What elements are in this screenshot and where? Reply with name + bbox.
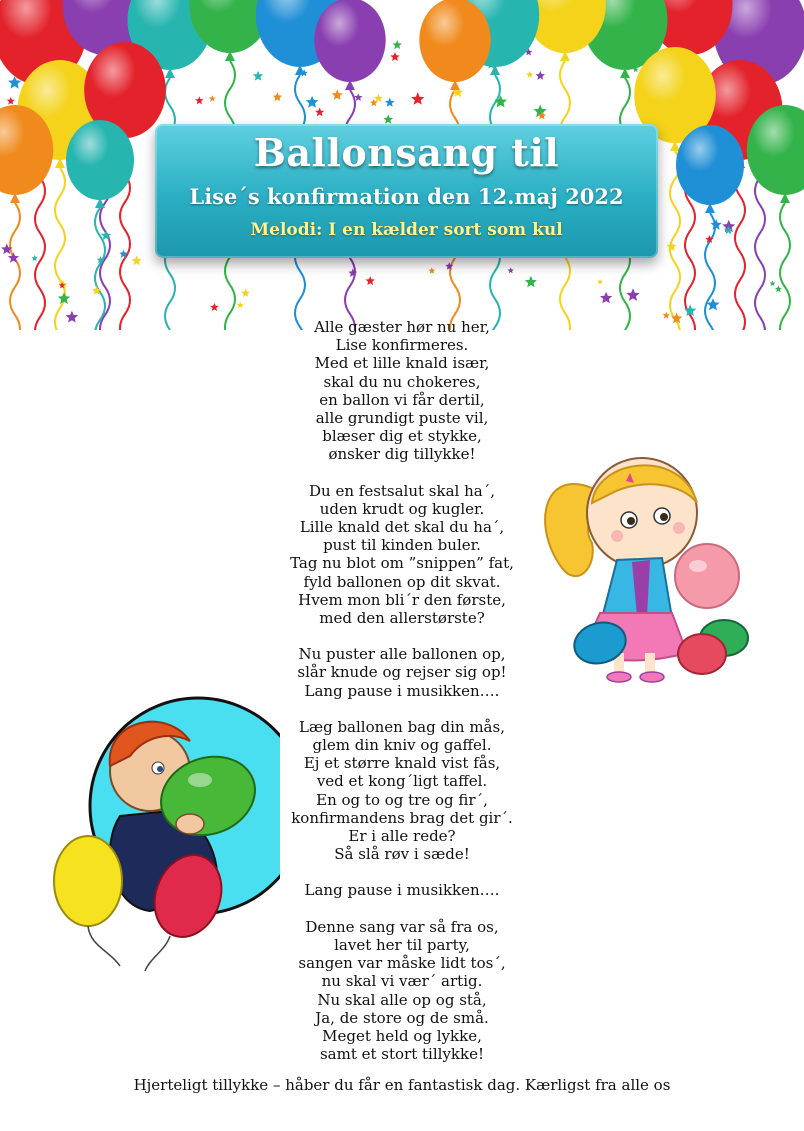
song-line: Lang pause i musikken….	[304, 881, 500, 900]
balloon-ribbon	[55, 168, 65, 336]
closing-greeting: Hjerteligt tillykke – håber du får en fantastisk dag. Kærligst fra alle os	[133, 1076, 671, 1094]
balloon-shine	[419, 0, 490, 82]
confetti-star	[508, 267, 514, 273]
boy-blowing-balloon-illustration	[50, 696, 280, 976]
song-line: ved et kong´ligt taffel.	[316, 772, 488, 791]
confetti-star	[31, 255, 38, 261]
song-line: Nu puster alle ballonen op,	[298, 645, 506, 664]
confetti-star	[315, 108, 324, 117]
confetti-star	[600, 292, 612, 304]
confetti-star	[253, 71, 263, 81]
song-line: Meget held og lykke,	[322, 1026, 482, 1045]
confetti-star	[626, 288, 639, 301]
confetti-star	[526, 71, 533, 78]
song-line: Læg ballonen bag din mås,	[299, 717, 505, 736]
balloon-shine	[314, 0, 385, 82]
confetti-star	[666, 241, 676, 251]
confetti-star	[332, 89, 343, 100]
confetti-star	[385, 98, 395, 107]
confetti-star	[237, 302, 244, 309]
confetti-star	[494, 95, 507, 107]
balloon-shine	[676, 125, 744, 205]
song-line: alle grundigt puste vil,	[315, 409, 489, 428]
song-line: en ballon vi får dertil,	[319, 390, 485, 409]
song-line: fyld ballonen op dit skvat.	[303, 572, 501, 591]
song-line: nu skal vi vær´ artig.	[321, 972, 483, 991]
title-banner	[155, 124, 658, 258]
confetti-star	[273, 92, 282, 101]
confetti-star	[663, 312, 670, 319]
confetti-star	[390, 52, 399, 61]
confetti-star	[306, 96, 319, 108]
song-line: Ja, de store og de små.	[315, 1008, 489, 1027]
confetti-star	[411, 92, 424, 105]
song-line: Lang pause i musikken….	[304, 681, 500, 700]
confetti-star	[711, 219, 722, 230]
song-verse	[200, 318, 604, 464]
confetti-star	[209, 95, 216, 101]
song-line: Nu skal alle op og stå,	[317, 990, 487, 1009]
song-line: ønsker dig tillykke!	[328, 445, 476, 464]
song-line: slår knude og rejser sig op!	[297, 663, 507, 682]
confetti-star	[241, 289, 250, 297]
balloon-ribbon	[10, 203, 20, 343]
song-line: Lille knald det skal du ha´,	[299, 518, 505, 537]
confetti-star	[132, 256, 142, 266]
balloon-ribbon	[780, 203, 790, 343]
song-line: skal du nu chokeres,	[323, 372, 481, 391]
confetti-star	[525, 276, 537, 287]
confetti-star	[775, 285, 782, 292]
confetti-star	[536, 71, 545, 80]
song-line: Denne sang var så fra os,	[305, 917, 499, 936]
confetti-star	[428, 267, 435, 274]
song-line: blæser dig et stykke,	[322, 427, 482, 446]
song-line: lavet her til party,	[334, 935, 470, 954]
song-line: med den allerstørste?	[319, 609, 485, 628]
song-line: Hvem mon bli´r den første,	[298, 590, 506, 609]
song-line: uden krudt og kugler.	[319, 499, 485, 518]
confetti-star	[770, 281, 776, 287]
song-line: En og to og tre og fir´,	[316, 790, 488, 809]
song-line: konfirmandens brag det gir´.	[291, 808, 513, 827]
song-line: Tag nu blot om ”snippen” fat,	[290, 554, 514, 573]
song-line: Alle gæster hør nu her,	[314, 318, 490, 336]
confetti-star	[374, 94, 383, 102]
song-line: Med et lille knald især,	[314, 354, 490, 373]
confetti-star	[348, 268, 357, 277]
balloon-ribbon	[705, 213, 715, 353]
confetti-star	[366, 276, 375, 285]
balloon-shine	[66, 120, 134, 200]
confetti-star	[383, 115, 393, 124]
song-line: Ej et større knald vist fås,	[303, 754, 501, 773]
balloon-ribbon	[735, 168, 745, 336]
confetti-star	[210, 303, 219, 311]
melody-line: Melodi: I en kælder sort som kul	[250, 220, 563, 240]
confetti-star	[393, 40, 402, 49]
confetti-star	[195, 96, 203, 104]
song-line: Er i alle rede?	[348, 827, 456, 846]
confetti-star	[7, 97, 15, 105]
page-subtitle: Lise´s konfirmation den 12.maj 2022	[189, 184, 624, 209]
song-line: sangen var måske lidt tos´,	[298, 954, 506, 973]
page-title: Ballonsang til	[253, 130, 560, 175]
girl-blowing-balloon-illustration	[522, 448, 752, 688]
song-line: Så slå røv i sæde!	[334, 845, 470, 864]
confetti-star	[66, 311, 78, 323]
song-line: pust til kinden buler.	[323, 536, 481, 555]
song-line: samt et stort tillykke!	[319, 1045, 485, 1064]
song-line: Du en festsalut skal ha´,	[309, 481, 495, 500]
confetti-star	[597, 279, 603, 285]
song-line: glem din kniv og gaffel.	[312, 736, 492, 755]
song-line: Lise konfirmeres.	[335, 336, 469, 355]
